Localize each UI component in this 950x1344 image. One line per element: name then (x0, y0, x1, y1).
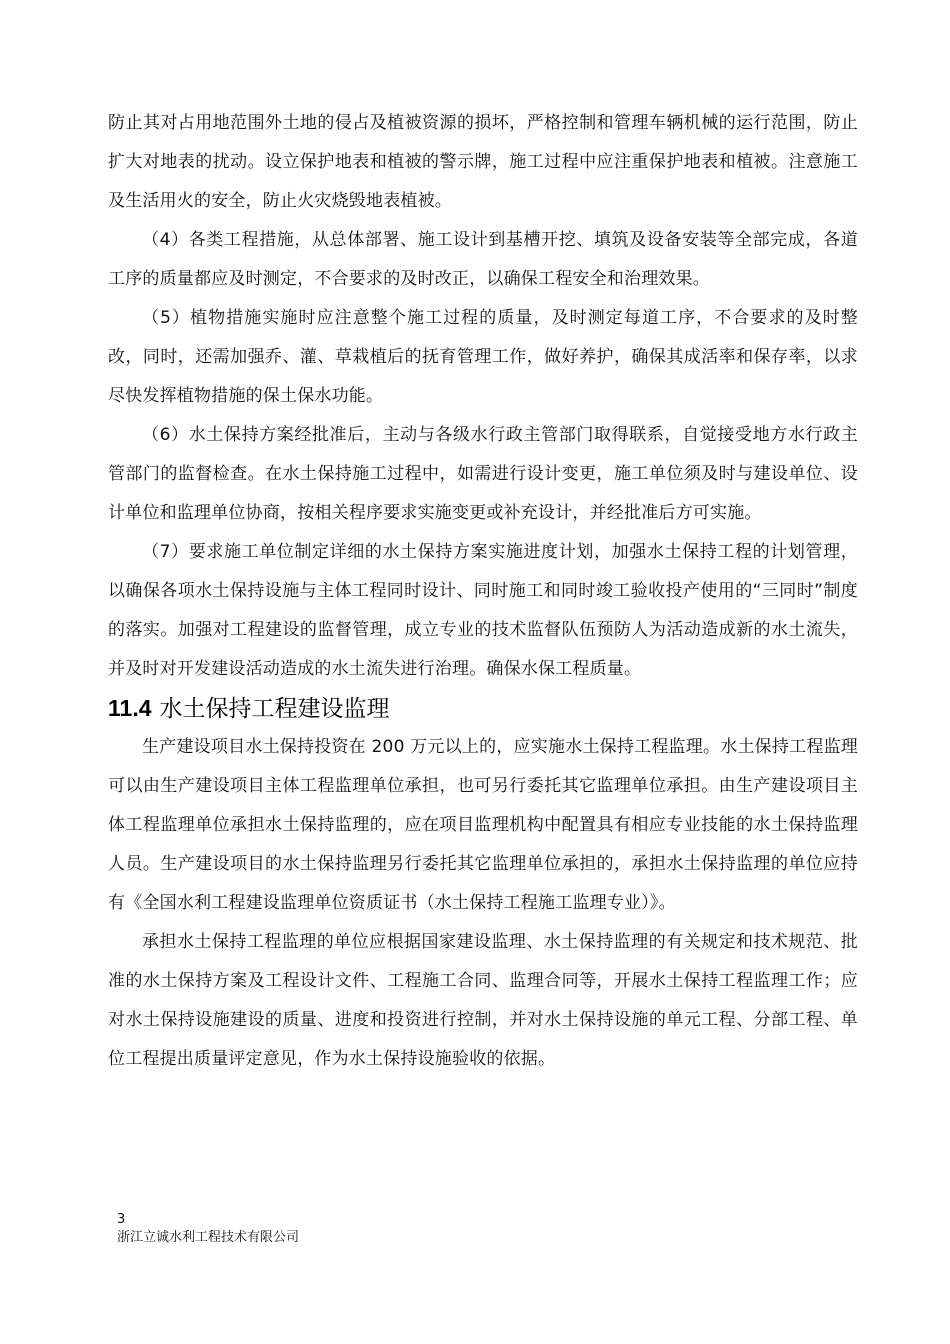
page-number: 3 (117, 1212, 126, 1227)
section-heading (108, 691, 858, 726)
footer-company: 浙江立诚水利工程技术有限公司 (117, 1230, 300, 1245)
paragraph-item-6: （6）水土保持方案经批准后，主动与各级水行政主管部门取得联系，自觉接受地方水行政主管部门的监督检查。在水土保持施工过程中，如需进行设计变更，施工单位须及时与建设单位、设计单位和监理单位协商，按相关程序要求实施变更或补充设计，并经批准后方可实施。 (108, 425, 858, 523)
paragraph-item-4: （4）各类工程措施，从总体部署、施工设计到基槽开挖、填筑及设备安装等全部完成，各道工序的质量都应及时测定，不合要求的及时改正，以确保工程安全和治理效果。 (108, 230, 858, 289)
paragraph-item-7: （7）要求施工单位制定详细的水土保持方案实施进度计划，加强水土保持工程的计划管理，以确保各项水土保持设施与主体工程同时设计、同时施工和同时竣工验收投产使用的“三同时”制度的落实。加强对工程建设的监督管理，成立专业的技术监督队伍预防人为活动造成新的水土流失，并及时对开发建设活动造成的水土流失进行治理。确保水保工程质量。 (108, 542, 858, 679)
paragraph-supervision-duties: 承担水土保持工程监理的单位应根据国家建设监理、水土保持监理的有关规定和技术规范、批准的水土保持方案及工程设计文件、工程施工合同、监理合同等，开展水土保持工程监理工作；应对水土保持设施建设的质量、进度和投资进行控制，并对水土保持设施的单元工程、分部工程、单位工程提出质量评定意见，作为水土保持设施验收的依据。 (108, 932, 858, 1069)
document-page (108, 104, 858, 1079)
section-number: 11.4 (108, 695, 152, 721)
paragraph-supervision-scope: 生产建设项目水土保持投资在 200 万元以上的，应实施水土保持工程监理。水土保持工程监理可以由生产建设项目主体工程监理单位承担，也可另行委托其它监理单位承担。由生产建设项目主体工程监理单位承担水土保持监理的，应在项目监理机构中配置具有相应专业技能的水土保持监理人员。生产建设项目的水土保持监理另行委托其它监理单位承担的，承担水土保持监理的单位应持有《全国水利工程建设监理单位资质证书（水土保持工程施工监理专业）》。 (108, 737, 858, 913)
paragraph-item-5: （5）植物措施实施时应注意整个施工过程的质量，及时测定每道工序，不合要求的及时整改，同时，还需加强乔、灌、草栽植后的抚育管理工作，做好养护，确保其成活率和保存率，以求尽快发挥植物措施的保土保水功能。 (108, 308, 858, 406)
section-title: 水土保持工程建设监理 (159, 696, 390, 722)
paragraph-continued: 防止其对占用地范围外土地的侵占及植被资源的损坏，严格控制和管理车辆机械的运行范围，防止扩大对地表的扰动。设立保护地表和植被的警示牌，施工过程中应注重保护地表和植被。注意施工及生活用火的安全，防止火灾烧毁地表植被。 (108, 113, 858, 211)
page-footer (117, 1211, 299, 1247)
